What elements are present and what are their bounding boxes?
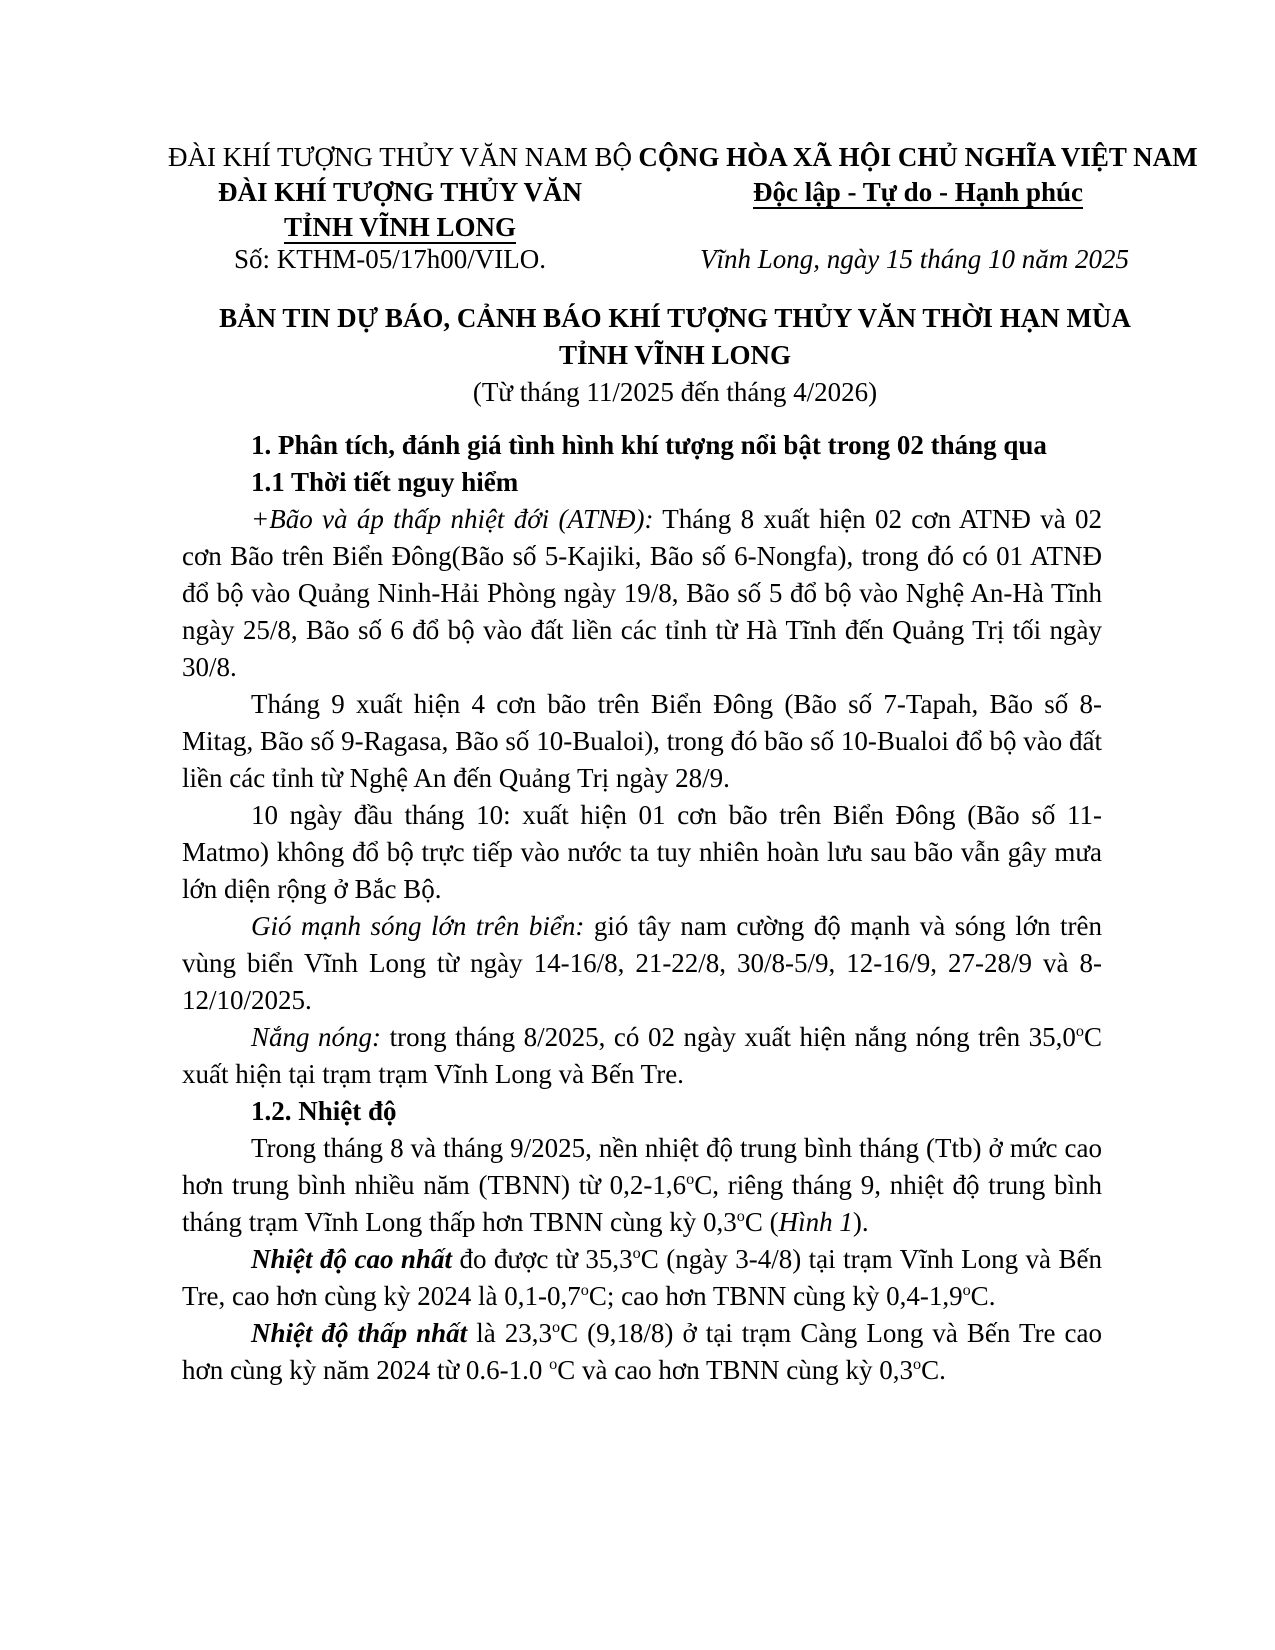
min-text-d: . xyxy=(939,1355,946,1385)
degree-sign: o xyxy=(1075,1022,1084,1040)
degree-sign: o xyxy=(549,1355,558,1373)
national-motto: Độc lập - Tự do - Hạnh phúc xyxy=(752,177,1084,207)
min-temp-label: Nhiệt độ thấp nhất xyxy=(251,1318,468,1348)
celsius-unit: C xyxy=(560,1318,579,1348)
degree-sign: o xyxy=(686,1170,695,1188)
october-storms-paragraph: 10 ngày đầu tháng 10: xuất hiện 01 cơn bão trên Biển Đông (Bão số 11-Matmo) không đổ bộ trực tiếp vào nước ta tuy nhiên hoàn lưu sau bão vẫn gây mưa lớn diện rộng ở Bắc Bộ. xyxy=(182,800,1102,904)
storm-label: +Bão và áp thấp nhiệt đới (ATNĐ): xyxy=(251,504,654,534)
max-text-d: . xyxy=(988,1281,996,1311)
degree-sign: o xyxy=(736,1207,745,1225)
degree-sign: o xyxy=(962,1281,971,1299)
document-body xyxy=(182,427,1102,1389)
heat-text-b: xuất hiện tại trạm trạm Vĩnh Long và Bến Tre. xyxy=(182,1059,684,1089)
celsius-unit: C xyxy=(744,1207,763,1237)
min-text-b: (9,18/8) ở tại trạm Càng Long và Bến Tre cao hơn cùng kỳ năm 2024 từ 0.6-1.0 xyxy=(182,1318,1102,1385)
temp-text-b: , riêng tháng 9, nhiệt độ trung bình tháng trạm Vĩnh Long thấp hơn TBNN cùng kỳ 0,3 xyxy=(182,1170,1102,1237)
max-text-b: (ngày 3-4/8) tại trạm Vĩnh Long và Bến Tre, cao hơn cùng kỳ 2024 là 0,1-0,7 xyxy=(182,1244,1103,1311)
national-motto-line xyxy=(638,175,1198,210)
heat-text-a: trong tháng 8/2025, có 02 ngày xuất hiện nắng nóng trên 35,0 xyxy=(381,1022,1076,1052)
celsius-unit: C xyxy=(970,1281,989,1311)
agency-name-underlined: TỈNH VĨNH LONG xyxy=(283,212,517,242)
temp-text-c: ( xyxy=(762,1207,779,1237)
max-temp-label: Nhiệt độ cao nhất xyxy=(251,1244,452,1274)
max-text-c: ; cao hơn TBNN cùng kỳ 0,4-1,9 xyxy=(606,1281,963,1311)
wind-waves-paragraph xyxy=(182,908,1102,1019)
place-and-date: Vĩnh Long, ngày 15 tháng 10 năm 2025 xyxy=(700,244,1129,274)
celsius-unit: C xyxy=(588,1281,607,1311)
max-text-a: đo được từ 35,3 xyxy=(451,1244,633,1274)
temperature-paragraph xyxy=(182,1130,1102,1241)
degree-sign: o xyxy=(552,1318,561,1336)
celsius-unit: C xyxy=(694,1170,713,1200)
degree-sign: o xyxy=(632,1244,641,1262)
min-text-a: là 23,3 xyxy=(467,1318,553,1348)
agency-name-line1: ĐÀI KHÍ TƯỢNG THỦY VĂN xyxy=(217,177,583,207)
heat-paragraph xyxy=(182,1019,1102,1093)
degree-sign: o xyxy=(912,1355,922,1373)
national-header-block xyxy=(638,140,1198,210)
max-temperature-paragraph xyxy=(182,1241,1102,1315)
storm-paragraph xyxy=(182,501,1102,686)
celsius-unit: C xyxy=(1083,1022,1102,1052)
celsius-unit: C xyxy=(557,1355,576,1385)
parent-agency: ĐÀI KHÍ TƯỢNG THỦY VĂN NAM BỘ xyxy=(168,142,632,172)
agency-name-line2 xyxy=(160,210,640,245)
bulletin-period: (Từ tháng 11/2025 đến tháng 4/2026) xyxy=(472,377,878,407)
wind-label: Gió mạnh sóng lớn trên biển: xyxy=(251,911,585,941)
bulletin-title-line2: TỈNH VĨNH LONG xyxy=(558,340,792,370)
temp-text-a: Trong tháng 8 và tháng 9/2025, nền nhiệt độ trung bình tháng (Ttb) ở mức cao hơn trung bình nhiều năm (TBNN) từ 0,2-1,6 xyxy=(182,1133,1102,1200)
issuing-agency-block xyxy=(160,140,640,245)
country-name: CỘNG HÒA XÃ HỘI CHỦ NGHĨA VIỆT NAM xyxy=(638,142,1198,172)
storm-text: Tháng 8 xuất hiện 02 cơn ATNĐ và 02 cơn Bão trên Biển Đông(Bão số 5-Kajiki, Bão số 6-Nongfa), trong đó có 01 ATNĐ đổ bộ vào Quảng Ninh-Hải Phòng ngày 19/8, Bão số 5 đổ bộ vào Nghệ An-Hà Tĩnh ngày 25/8, Bão số 6 đổ bộ vào đất liền các tỉnh từ Hà Tĩnh đến Quảng Trị tối ngày 30/8. xyxy=(182,504,1102,682)
min-text-c: và cao hơn TBNN cùng kỳ 0,3 xyxy=(575,1355,913,1385)
wind-text: gió tây nam cường độ mạnh và sóng lớn trên vùng biển Vĩnh Long từ ngày 14-16/8, 21-22/8, 30/8-5/9, 12-16/9, 27-28/9 và 8-12/10/2025. xyxy=(182,911,1102,1015)
temp-text-d: ). xyxy=(852,1207,869,1237)
bulletin-title-line1: BẢN TIN DỰ BÁO, CẢNH BÁO KHÍ TƯỢNG THỦY VĂN THỜI HẠN MÙA xyxy=(219,303,1131,333)
celsius-unit: C xyxy=(640,1244,659,1274)
degree-sign: o xyxy=(580,1281,589,1299)
heat-label: Nắng nóng: xyxy=(251,1022,382,1052)
celsius-unit: C xyxy=(921,1355,940,1385)
section-1-1-heading: 1.1 Thời tiết nguy hiểm xyxy=(251,467,519,497)
section-1-heading: 1. Phân tích, đánh giá tình hình khí tượng nổi bật trong 02 tháng qua xyxy=(251,430,1047,460)
figure-reference: Hình 1 xyxy=(778,1207,853,1237)
section-1-2-heading: 1.2. Nhiệt độ xyxy=(251,1096,397,1126)
september-storms-paragraph: Tháng 9 xuất hiện 4 cơn bão trên Biển Đông (Bão số 7-Tapah, Bão số 8-Mitag, Bão số 9-Ragasa, Bão số 10-Bualoi), trong đó bão số 10-Bualoi đổ bộ vào đất liền các tỉnh từ Nghệ An đến Quảng Trị ngày 28/9. xyxy=(182,689,1102,793)
document-number: Số: KTHM-05/17h00/VILO. xyxy=(234,244,546,274)
min-temperature-paragraph xyxy=(182,1315,1102,1389)
